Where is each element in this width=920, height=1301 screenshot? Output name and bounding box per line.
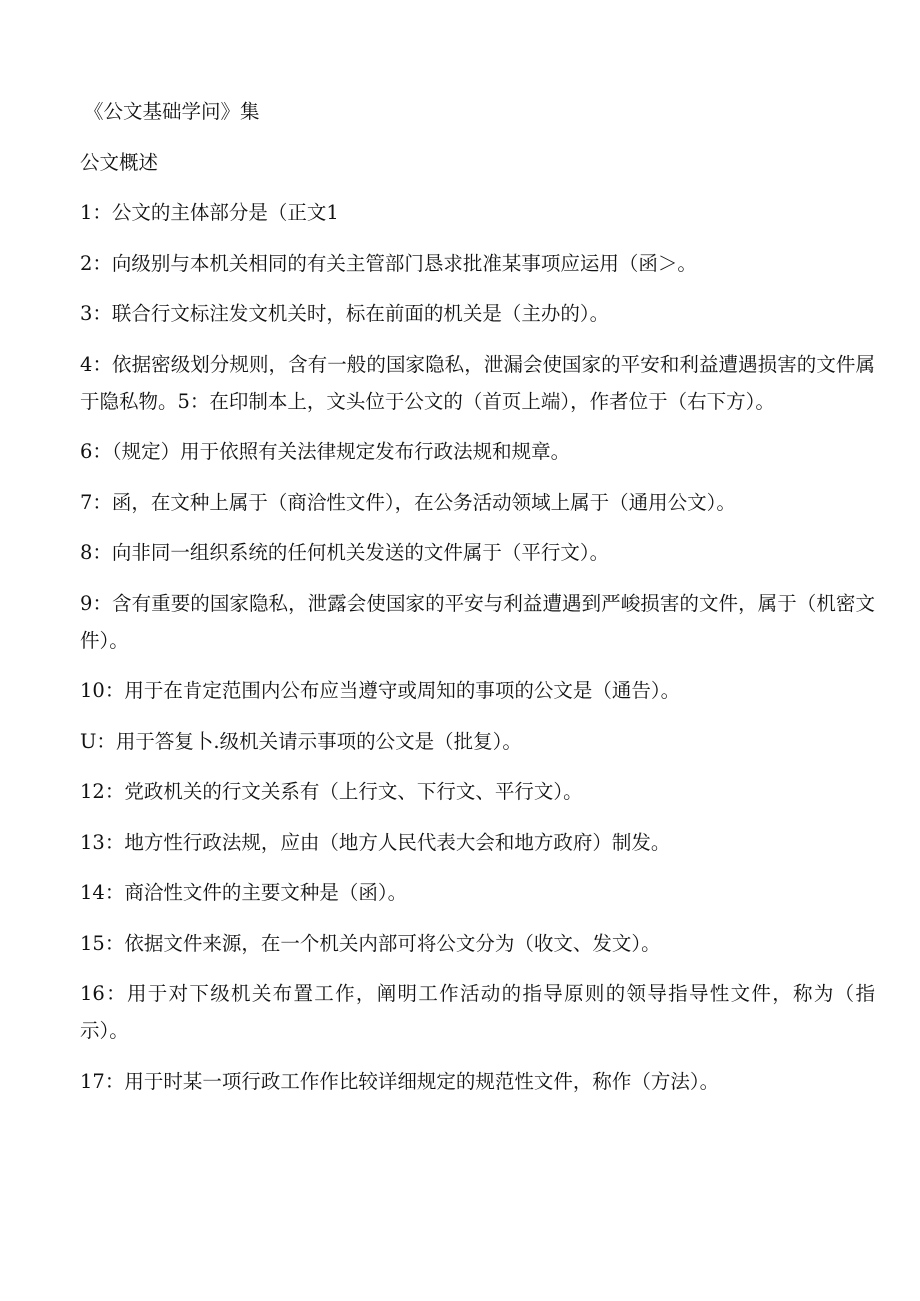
list-item: 4：依据密级划分规则，含有一般的国家隐私，泄漏会使国家的平安和利益遭遇损害的文件属于隐私物。5：在印制本上，文头位于公文的（首页上端），作者位于（右下方）。 bbox=[80, 352, 875, 413]
section-heading: 公文概述 bbox=[80, 150, 159, 174]
list-item: 3：联合行文标注发文机关时，标在前面的机关是（主办的）。 bbox=[80, 302, 610, 325]
list-item: 9：含有重要的国家隐私，泄露会使国家的平安与利益遭遇到严峻损害的文件，属于（机密文件）。 bbox=[80, 591, 875, 652]
list-item: 7：函，在文种上属于（商洽性文件），在公务活动领域上属于（通用公文）。 bbox=[80, 490, 736, 514]
list-item: 15：依据文件来源，在一个机关内部可将公文分为（收文、发文）。 bbox=[80, 931, 661, 955]
list-item: 13：地方性行政法规，应由（地方人民代表大会和地方政府）制发。 bbox=[80, 830, 671, 854]
list-item: 10：用于在肯定范围内公布应当遵守或周知的事项的公文是（通告）。 bbox=[80, 679, 681, 702]
list-item: U：用于答复卜.级机关请示事项的公文是（批复）。 bbox=[80, 729, 522, 753]
list-item: 17：用于时某一项行政工作作比较详细规定的规范性文件，称作（方法）。 bbox=[80, 1069, 720, 1093]
list-item: 8：向非同一组织系统的任何机关发送的文件属于（平行文）。 bbox=[80, 541, 610, 564]
list-item: 6：（规定）用于依照有关法律规定发布行政法规和规章。 bbox=[80, 440, 571, 463]
list-item: 14：商洽性文件的主要文种是（函）。 bbox=[80, 881, 408, 904]
document-title: 《公文基础学问》集 bbox=[84, 100, 260, 123]
list-item: 16：用于对下级机关布置工作，阐明工作活动的指导原则的领导指导性文件，称为（指示）。 bbox=[80, 982, 875, 1042]
document-body bbox=[80, 93, 875, 1113]
list-item: 1：公文的主体部分是（正文1 bbox=[80, 201, 339, 224]
list-item: 2：向级别与本机关相同的有关主管部门恳求批准某事项应运用（函＞。 bbox=[80, 251, 697, 275]
list-item: 12：党政机关的行文关系有（上行文、下行文、平行文）。 bbox=[80, 780, 583, 803]
